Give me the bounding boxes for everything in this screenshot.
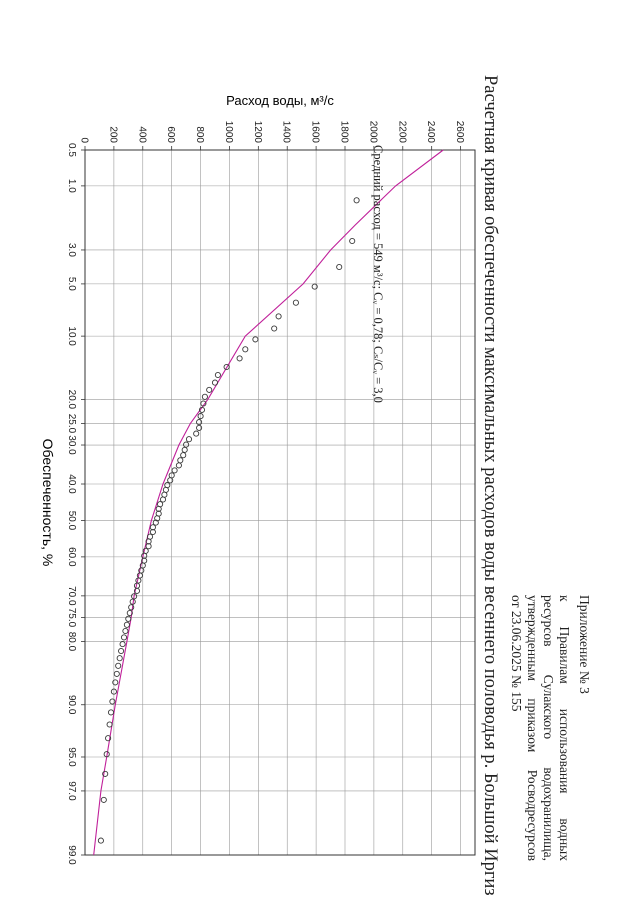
- data-point: [207, 387, 212, 392]
- data-point: [197, 425, 202, 430]
- data-point: [212, 380, 217, 385]
- data-point: [202, 394, 207, 399]
- y-tick-label: 2000: [367, 120, 379, 143]
- y-tick-label: 400: [136, 126, 148, 143]
- x-tick-label: 1.0: [66, 178, 77, 193]
- data-point: [116, 663, 121, 668]
- grid: [85, 150, 475, 855]
- data-point: [197, 420, 202, 425]
- x-tick-label: 3.0: [66, 243, 77, 257]
- data-point: [186, 437, 191, 442]
- y-tick-label: 2600: [454, 120, 466, 143]
- data-point: [181, 453, 186, 458]
- data-point: [172, 468, 177, 473]
- data-point: [123, 628, 128, 633]
- x-tick-label: 10.0: [66, 326, 77, 346]
- x-tick-label: 80.0: [66, 631, 77, 652]
- data-point: [184, 442, 189, 447]
- x-tick-label: 97.0: [66, 781, 77, 801]
- data-point: [107, 722, 112, 727]
- x-tick-label: 0.5: [66, 143, 77, 157]
- data-point: [117, 656, 122, 661]
- data-point: [114, 671, 119, 676]
- data-point: [108, 710, 113, 715]
- appendix-line-3: утвержденным приказом Росводресурсов: [525, 595, 540, 861]
- x-tick-label: 60.0: [66, 547, 77, 567]
- x-tick-label: 70.0: [66, 586, 77, 606]
- data-point: [272, 326, 277, 331]
- data-point: [354, 198, 359, 203]
- data-point: [168, 478, 173, 483]
- data-point: [176, 463, 181, 468]
- appendix-line-1: к Правилам использования водных: [557, 595, 572, 861]
- data-point: [194, 431, 199, 436]
- x-tick-label: 50.0: [66, 510, 77, 531]
- x-axis-label: Обеспеченность, %: [40, 438, 56, 567]
- y-axis-label: Расход воды, м³/с: [226, 93, 334, 108]
- fitted-curve: [94, 150, 444, 855]
- appendix-line-4: от 23.06.2025 № 155: [509, 595, 524, 712]
- data-point: [215, 372, 220, 377]
- y-tick-label: 1400: [280, 120, 292, 143]
- data-point: [178, 458, 183, 463]
- y-tick-label: 600: [165, 126, 177, 143]
- data-point: [337, 264, 342, 269]
- data-point: [119, 648, 124, 653]
- data-point: [253, 337, 258, 342]
- data-point: [182, 447, 187, 452]
- y-tick-label: 1800: [338, 120, 350, 143]
- data-point: [350, 238, 355, 243]
- data-point: [110, 699, 115, 704]
- data-point: [120, 642, 125, 647]
- x-tick-label: 99.0: [66, 845, 77, 865]
- data-point: [126, 616, 131, 621]
- x-tick-label: 20.0: [66, 389, 77, 410]
- y-tick-label: 1600: [309, 120, 321, 143]
- x-tick-label: 25.0: [66, 413, 77, 434]
- data-point: [160, 497, 165, 502]
- x-tick-label: 75.0: [66, 607, 77, 628]
- x-tick-label: 95.0: [66, 747, 77, 767]
- x-tick-label: 30.0: [66, 435, 77, 455]
- y-axis-ticks: [79, 121, 466, 150]
- x-tick-label: 90.0: [66, 695, 77, 715]
- y-tick-label: 1000: [222, 120, 234, 143]
- chart-plot: [40, 65, 600, 896]
- y-tick-label: 200: [107, 126, 119, 143]
- data-point: [98, 838, 103, 843]
- y-tick-label: 0: [78, 137, 90, 143]
- x-axis-ticks: [66, 143, 85, 865]
- data-point: [113, 680, 118, 685]
- data-point: [276, 314, 281, 319]
- appendix-number: Приложение № 3: [577, 595, 592, 694]
- y-tick-label: 800: [194, 126, 206, 143]
- data-point: [237, 356, 242, 361]
- data-point: [243, 347, 248, 352]
- y-tick-label: 2200: [396, 120, 408, 143]
- rotated-page: [40, 65, 600, 896]
- data-point: [137, 573, 142, 578]
- appendix-line-2: ресурсов Сулакского водохранилища,: [541, 595, 556, 861]
- fitted-curve-layer: [94, 150, 444, 855]
- x-tick-label: 5.0: [66, 276, 77, 291]
- data-point: [101, 797, 106, 802]
- y-tick-label: 1200: [251, 120, 263, 143]
- x-tick-label: 40.0: [66, 474, 77, 494]
- data-point: [293, 300, 298, 305]
- plot-frame: [85, 150, 475, 855]
- data-point: [121, 635, 126, 640]
- distribution-parameters: Средний расход = 549 м³/с; Cᵥ = 0,78; Cₛ/Cᵥ = 3,0: [371, 145, 385, 403]
- chart-title: Расчетная кривая обеспеченности максимальных расходов воды весеннего половодья р. Большой Иргиз: [480, 75, 500, 896]
- data-point: [312, 284, 317, 289]
- data-point: [124, 622, 129, 627]
- y-tick-label: 2400: [425, 120, 437, 143]
